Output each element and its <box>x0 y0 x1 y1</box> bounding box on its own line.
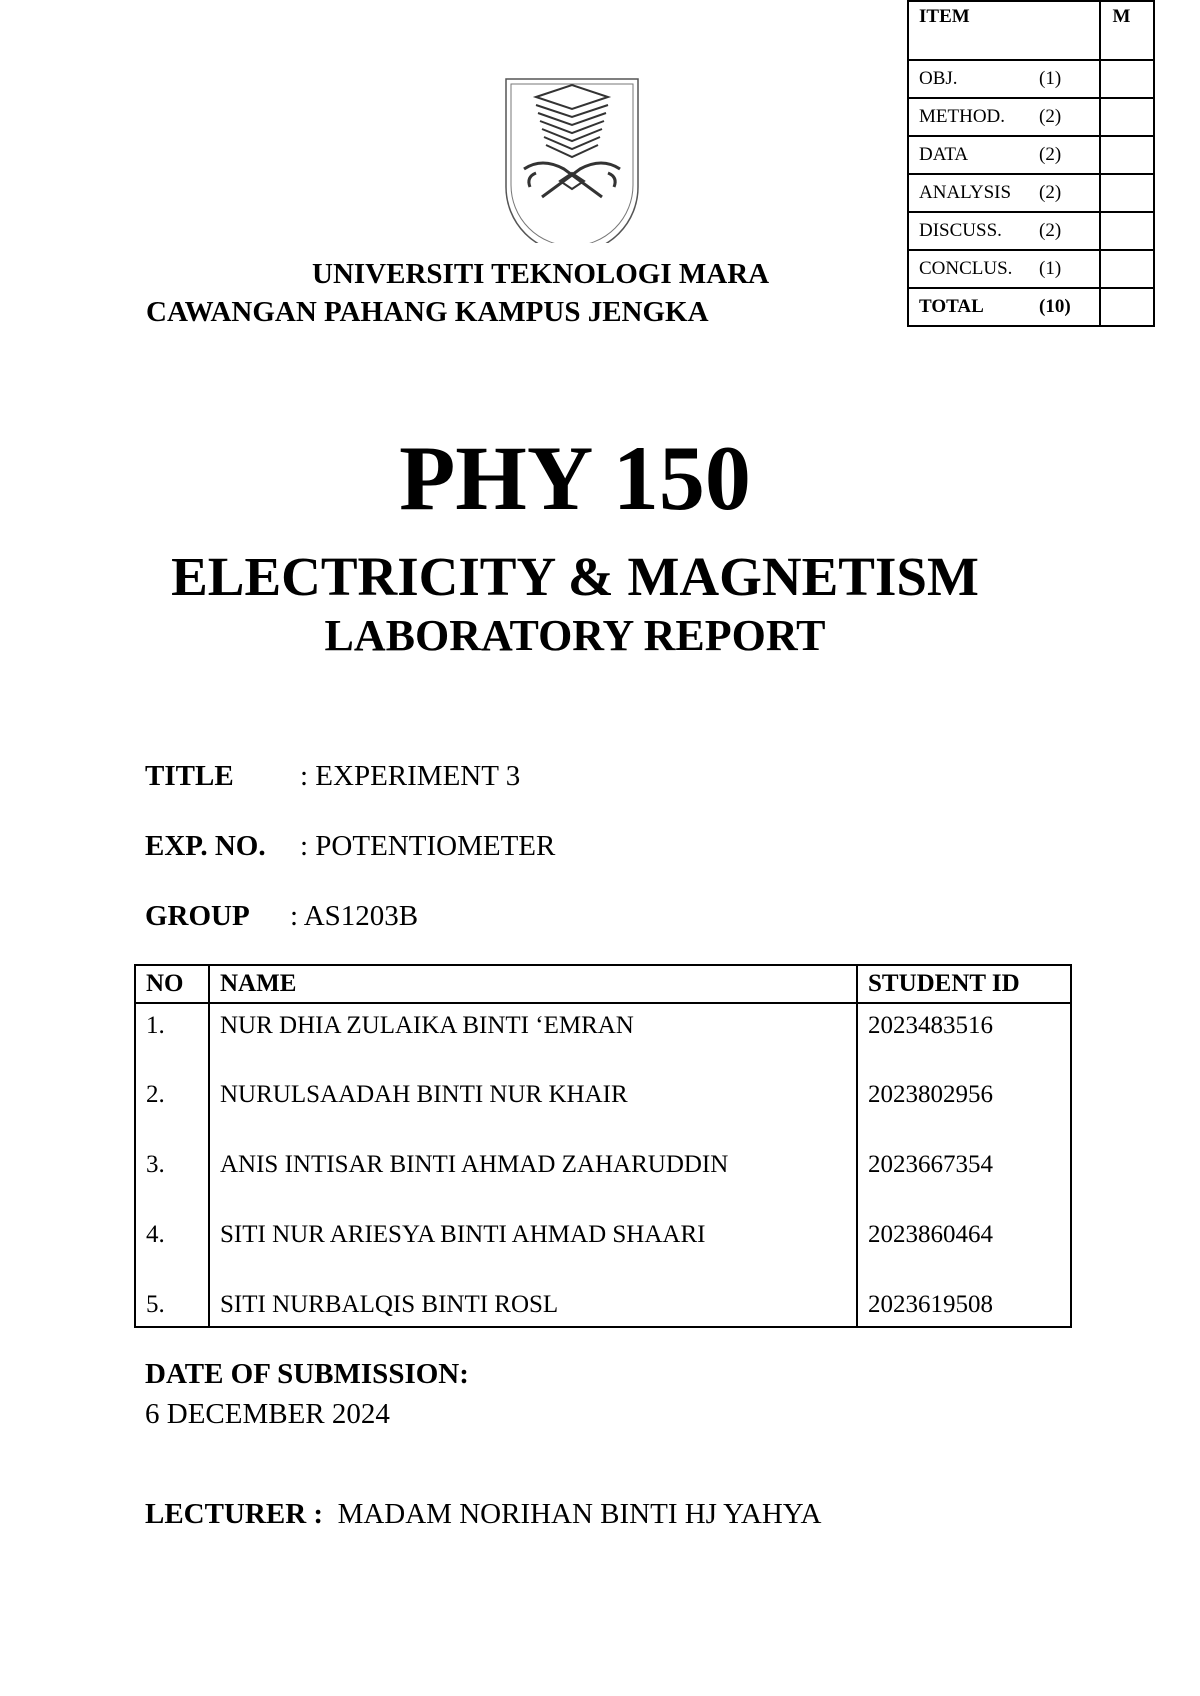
member-name: ANIS INTISAR BINTI AHMAD ZAHARUDDIN <box>209 1143 857 1213</box>
marks-total-row <box>908 288 1154 326</box>
member-id: 2023619508 <box>857 1283 1071 1327</box>
marks-table <box>907 0 1155 327</box>
marks-total-score[interactable] <box>1100 288 1154 326</box>
marks-row-label: DATA <box>919 144 969 165</box>
member-name: NURULSAADAH BINTI NUR KHAIR <box>209 1073 857 1143</box>
member-no: 4. <box>135 1213 209 1283</box>
marks-header-item: ITEM <box>908 1 1100 60</box>
marks-total-label: TOTAL <box>919 296 984 317</box>
member-name: NUR DHIA ZULAIKA BINTI ‘EMRAN <box>209 1003 857 1073</box>
marks-row-points: (1) <box>1039 68 1062 89</box>
submission-label: DATE OF SUBMISSION: <box>145 1358 469 1390</box>
marks-header-mark: M <box>1100 1 1154 60</box>
marks-total-points: (10) <box>1039 296 1071 317</box>
marks-row-label: DISCUSS. <box>919 220 1002 241</box>
member-name: SITI NURBALQIS BINTI ROSL <box>209 1283 857 1327</box>
university-name: UNIVERSITI TEKNOLOGI MARA <box>312 258 770 290</box>
marks-row-score[interactable] <box>1100 212 1154 250</box>
title-value: : EXPERIMENT 3 <box>300 760 521 792</box>
group-field <box>145 900 418 933</box>
member-no: 5. <box>135 1283 209 1327</box>
table-row <box>135 1213 1071 1283</box>
campus-name: CAWANGAN PAHANG KAMPUS JENGKA <box>146 296 709 328</box>
members-header-id: STUDENT ID <box>857 965 1071 1003</box>
members-header-no: NO <box>135 965 209 1003</box>
table-row <box>135 1283 1071 1327</box>
marks-row-score[interactable] <box>1100 250 1154 288</box>
marks-row <box>908 60 1154 98</box>
marks-row-points: (2) <box>1039 220 1062 241</box>
marks-row-label: METHOD. <box>919 106 1006 127</box>
member-name: SITI NUR ARIESYA BINTI AHMAD SHAARI <box>209 1213 857 1283</box>
marks-row-score[interactable] <box>1100 136 1154 174</box>
submission-date: 6 DECEMBER 2024 <box>145 1398 390 1430</box>
group-label: GROUP <box>145 900 250 932</box>
marks-row-label: OBJ. <box>919 68 958 89</box>
marks-row <box>908 174 1154 212</box>
marks-row-points: (2) <box>1039 182 1062 203</box>
exp-field <box>145 830 555 863</box>
marks-row-score[interactable] <box>1100 98 1154 136</box>
lecturer-name: MADAM NORIHAN BINTI HJ YAHYA <box>337 1498 822 1530</box>
marks-row <box>908 136 1154 174</box>
marks-row-label: ANALYSIS <box>919 182 1012 203</box>
marks-row-score[interactable] <box>1100 60 1154 98</box>
table-row <box>135 1073 1071 1143</box>
member-no: 2. <box>135 1073 209 1143</box>
member-id: 2023667354 <box>857 1143 1071 1213</box>
members-header-name: NAME <box>209 965 857 1003</box>
marks-row <box>908 250 1154 288</box>
title-label: TITLE <box>145 760 234 792</box>
course-name: ELECTRICITY & MAGNETISM <box>171 546 979 607</box>
table-row <box>135 1143 1071 1213</box>
marks-row-points: (1) <box>1039 258 1062 279</box>
member-no: 1. <box>135 1003 209 1073</box>
marks-row-label: CONCLUS. <box>919 258 1013 279</box>
table-row <box>135 1003 1071 1073</box>
member-id: 2023483516 <box>857 1003 1071 1073</box>
member-no: 3. <box>135 1143 209 1213</box>
marks-row-points: (2) <box>1039 106 1062 127</box>
group-value: : AS1203B <box>290 900 419 932</box>
lecturer-field <box>145 1498 821 1531</box>
marks-row <box>908 98 1154 136</box>
university-crest-icon <box>502 77 642 243</box>
lecturer-label: LECTURER : <box>145 1498 324 1530</box>
report-type: LABORATORY REPORT <box>324 611 826 660</box>
exp-value: : POTENTIOMETER <box>300 830 556 862</box>
marks-row-points: (2) <box>1039 144 1062 165</box>
member-id: 2023802956 <box>857 1073 1071 1143</box>
marks-row-score[interactable] <box>1100 174 1154 212</box>
marks-row <box>908 212 1154 250</box>
members-table <box>134 964 1072 1328</box>
exp-label: EXP. NO. <box>145 830 266 862</box>
title-field <box>145 760 520 793</box>
members-header-row <box>135 965 1071 1003</box>
course-code: PHY 150 <box>399 427 751 529</box>
member-id: 2023860464 <box>857 1213 1071 1283</box>
